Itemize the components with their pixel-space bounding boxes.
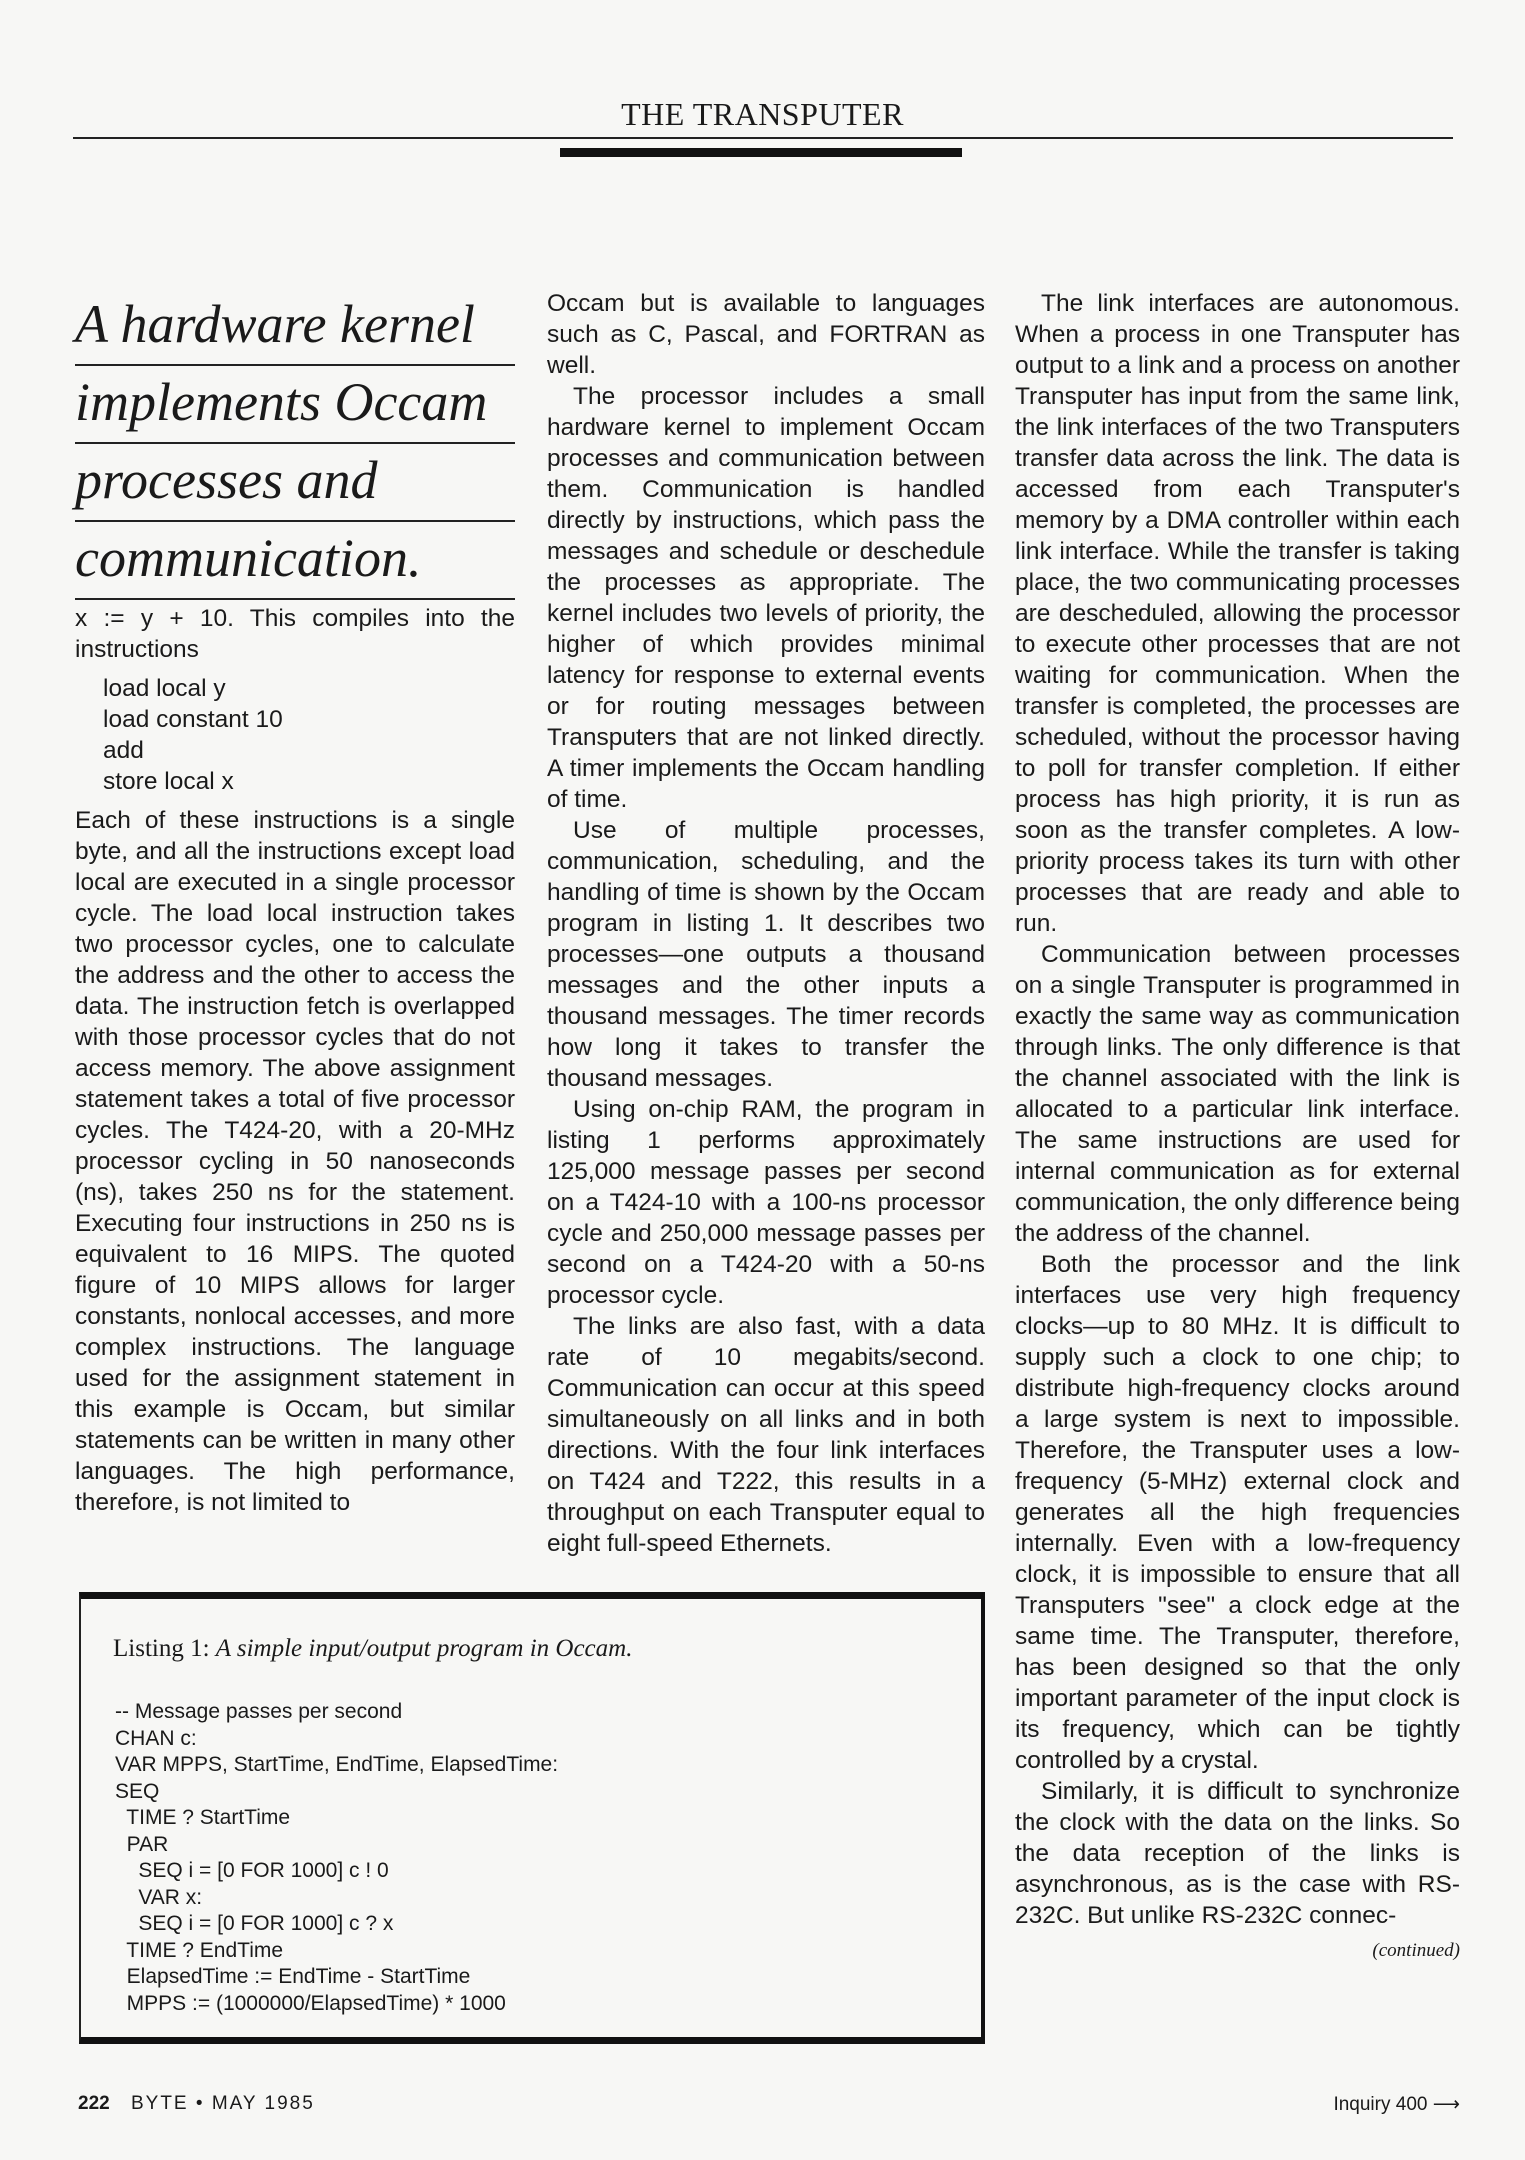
- paragraph: Using on-chip RAM, the program in listing 1 performs approximately 125,000 message passes per second on a T424-10 with a 100-ns processor cycle and 250,000 message passes per second on a T424-20 with a 50-ns processor cycle.: [547, 1096, 985, 1309]
- column-3: [1015, 288, 1460, 1966]
- paragraph: The links are also fast, with a data rate of 10 megabits/second. Communication can occur at this speed simultaneously on all links and in both directions. With the four link interfaces on T424 and T222, this results in a throughput on each Transputer equal to eight full-speed Ethernets.: [547, 1313, 985, 1557]
- pullquote-line: processes and: [75, 444, 515, 522]
- listing-caption: A simple input/output program in Occam.: [215, 1635, 633, 1662]
- magazine-issue: BYTE • MAY 1985: [130, 2093, 315, 2114]
- instruction: store local x: [103, 768, 234, 795]
- continued-note: (continued): [1372, 1940, 1460, 1961]
- listing-label: Listing 1:: [113, 1635, 210, 1662]
- column-2: [547, 288, 985, 1559]
- column-1: [75, 603, 515, 1518]
- header-rule: [73, 137, 1453, 139]
- paragraph: The processor includes a small hardware kernel to implement Occam processes and communication between them. Communication is handled directly by instructions, which pass the messages and schedule or deschedule the processes as appropriate. The kernel includes two levels of priority, the higher of which provides minimal latency for response to external events or for routing messages between Transputers that are not linked directly. A timer implements the Occam handling of time.: [547, 383, 985, 813]
- arrow-right-icon: ⟶: [1432, 2094, 1460, 2115]
- running-title: THE TRANSPUTER: [621, 96, 904, 132]
- instruction: load local y: [103, 675, 226, 702]
- paragraph: x := y + 10. This compiles into the instructions: [75, 605, 515, 663]
- paragraph: Both the processor and the link interfaces use very high frequency clocks—up to 80 MHz. It is difficult to supply such a clock to one chip; to distribute high-frequency clocks around a large system is next to impossible. Therefore, the Transputer uses a low-frequency (5-MHz) external clock and generates all the high frequencies internally. Even with a low-frequency clock, it is impossible to ensure that all Transputers "see" a clock edge at the same time. The Transputer, therefore, has been designed so that the only important parameter of the input clock is its frequency, which can be tightly controlled by a crystal.: [1015, 1251, 1460, 1774]
- paragraph: Communication between processes on a single Transputer is programmed in exactly the same way as communication through links. The only difference is that the channel associated with the link is allocated to a particular link interface. The same instructions are used for internal communication as for external communication, the only difference being the address of the channel.: [1015, 941, 1460, 1247]
- header-bar: [560, 148, 962, 157]
- pullquote-line: implements Occam: [75, 366, 515, 444]
- paragraph: The link interfaces are autonomous. When a process in one Transputer has output to a link and a process on another Transputer has input from the same link, the link interfaces of the two Transputers transfer data across the link. The data is accessed from each Transputer's memory by a DMA controller within each link interface. While the transfer is taking place, the two communicating processes are descheduled, allowing the processor to execute other processes that are not waiting for communication. When the transfer is completed, the processes are scheduled, without the processor having to poll for transfer completion. If either process has high priority, it is run as soon as the transfer completes. A low-priority process takes its turn with other processes that are ready and able to run.: [1015, 290, 1460, 937]
- paragraph: Use of multiple processes, communication, scheduling, and the handling of time is shown by the Occam program in listing 1. It describes two processes—one outputs a thousand messages and the other inputs a thousand messages. The timer records how long it takes to transfer the thousand messages.: [547, 817, 985, 1092]
- page-number: 222: [78, 2093, 110, 2114]
- listing-box: [79, 1592, 985, 2044]
- paragraph: Similarly, it is difficult to synchronize the clock with the data on the links. So the data reception of the links is asynchronous, as is the case with RS-232C. But unlike RS-232C connec-: [1015, 1778, 1460, 1929]
- inquiry-number: Inquiry 400: [1333, 2094, 1428, 2115]
- listing-title: [113, 1635, 632, 1663]
- instruction-list: [103, 673, 515, 797]
- inquiry: [1333, 2093, 1460, 2116]
- paragraph: Each of these instructions is a single byte, and all the instructions except load local are executed in a single processor cycle. The load local instruction takes two processor cycles, one to calculate the address and the other to access the data. The instruction fetch is overlapped with those processor cycles that do not access memory. The above assignment statement takes a total of five processor cycles. The T424-20, with a 20-MHz processor cycling in 50 nanoseconds (ns), takes 250 ns for the statement. Executing four instructions in 250 ns is equivalent to 16 MIPS. The quoted figure of 10 MIPS allows for larger constants, nonlocal accesses, and more complex instructions. The language used for the assignment statement in this example is Occam, but similar statements can be written in many other languages. The high performance, therefore, is not limited to: [75, 807, 515, 1516]
- instruction: add: [103, 737, 144, 764]
- pullquote-line: A hardware kernel: [75, 288, 515, 366]
- instruction: load constant 10: [103, 706, 283, 733]
- pullquote: [75, 288, 515, 600]
- paragraph: Occam but is available to languages such as C, Pascal, and FORTRAN as well.: [547, 290, 985, 379]
- listing-code: -- Message passes per second CHAN c: VAR MPPS, StartTime, EndTime, ElapsedTime: SEQ TIME ? StartTime PAR SEQ i = [0 FOR 1000] c ! 0 VAR x: SEQ i = [0 FOR 1000] c ? x TIME ? EndTime ElapsedTime := EndTime - StartTime MPPS := (1000000/ElapsedTime) * 1000: [115, 1700, 559, 2015]
- footer-folio: [78, 2093, 315, 2115]
- pullquote-line: communication.: [75, 522, 515, 600]
